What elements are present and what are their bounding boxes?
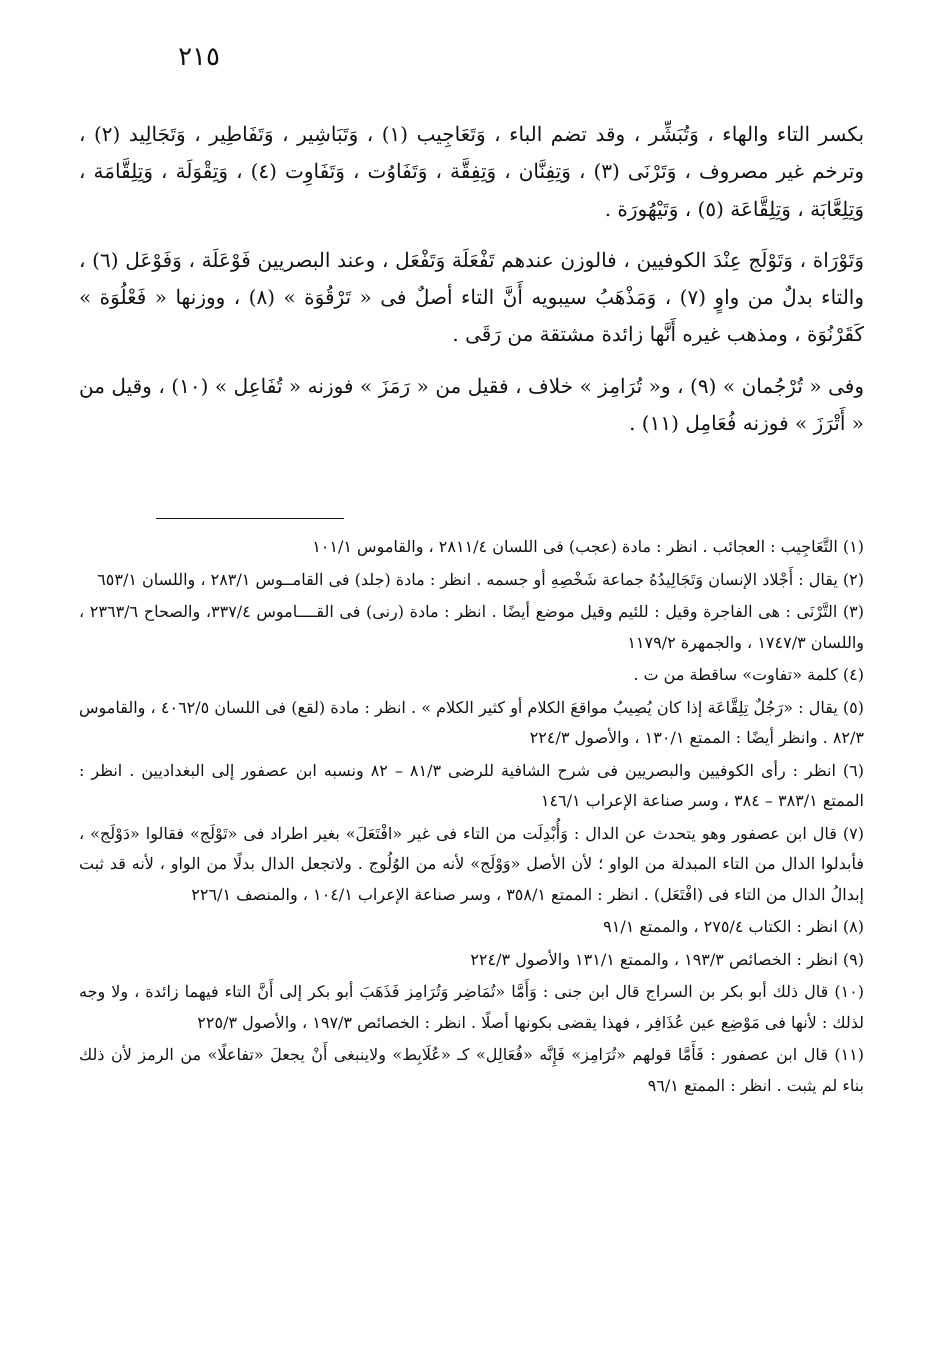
main-text	[79, 116, 864, 456]
main-paragraph: وفى « تُرْجُمان » (٩) ، و« تُرَامِز » خلاف ، فقيل من « رَمَزَ » فوزنه « تُفَاعِل » (١٠) ، وقيل من « أَتْرَزَ » فوزنه فُعَامِل (١١) .	[79, 373, 865, 436]
footnote: (٦) انظر : رأى الكوفيين والبصريين فى شرح الشافية للرضى ٨١/٣ – ٨٢ ونسبه ابن عصفور إلى البغداديين . انظر : الممتع ٣٨٣/١ – ٣٨٤ ، وسر صناعة الإعراب ١٤٦/١	[79, 760, 864, 810]
footnote: (٩) انظر : الخصائص ١٩٣/٣ ، والممتع ١٣١/١ والأصول ٢٢٤/٣	[470, 949, 864, 969]
footnote: (١٠) قال ذلك أبو بكر بن السراج قال ابن جنى : وَأَمَّا «تُمَاضِر وَتُرَامِز فَذَهَبَ أبو بكر إلى أَنَّ التاء فيهما زائدة ، ولا وجه لذلك : لأنها فى مَوْضِع عين عُذَافِر ، فهذا يقضى بكونها أصلًا . انظر : الخصائص ١٩٧/٣ ، والأصول ٢٢٥/٣	[79, 982, 864, 1032]
page-number: ٢١٥	[178, 42, 220, 72]
footnotes	[79, 532, 864, 1103]
footnote: (٨) انظر : الكتاب ٢٧٥/٤ ، والممتع ٩١/١	[603, 917, 864, 936]
footnote: (٥) يقال : «رَجُلٌ تِلِقَّاعَة إذا كان يُصِيبُ مواقعَ الكلام أو كثير الكلام » . انظر : مادة (لقع) فى اللسان ٤٠٦٢/٥ ، والقاموس ٨٢/٣ . وانظر أيضًا : الممتع ١٣٠/١ ، والأصول ٢٢٤/٣	[79, 697, 865, 747]
footnote: (٤) كلمة «تفاوت» ساقطة من ت .	[633, 665, 864, 684]
main-paragraph: وَتَوْرَاة ، وَتَوْلَج عِنْدَ الكوفيين ، فالوزن عندهم تَفْعَلَة وَتَفْعَل ، وعند البصريين فَوْعَلَة ، وَفَوْعَل (٦) ، والتاء بدلٌ من واوٍ (٧) ، وَمَذْهَبُ سيبويه أَنَّ التاء أصلٌ فى « تَرْقُوَة » (٨) ، ووزنها « فَعْلُوَة » كَقَرْنُوَة ، ومذهب غيره أَنَّها زائدة مشتقة من رَقَى .	[79, 247, 865, 347]
footnote: (٢) يقال : أَجْلاد الإنسان وَتَجَالِيدُهُ جماعة شَخْصِهِ أو جسمه . انظر : مادة (جلد) فى القامــوس ٢٨٣/١ ، واللسان ٦٥٣/١	[97, 569, 864, 589]
footnote-separator	[156, 518, 344, 519]
footnote: (١) التَّعَاجِيب : العجائب . انظر : مادة (عجب) فى اللسان ٢٨١١/٤ ، والقاموس ١٠١/١	[312, 537, 864, 556]
main-paragraph: بكسر التاء والهاء ، وَتُبَشِّر ، وقد تضم الباء ، وَتَعَاجِيب (١) ، وَتَبَاشِير ، وَتَفَاطِير ، وَتَجَالِيد (٢) ، وترخم غير مصروف ، وَتَرْنَى (٣) ، وَتِفِنَّان ، وَتِفِقَّة ، وَتَفَاوُت ، وَتَفَاوِت (٤) ، وَتِقْوَلَة ، وَتِلِقَّامَة ، وَتِلِعَّابَة ، وَتِلِقَّاعَة (٥) ، وَتَيْهُورَة .	[79, 122, 865, 221]
footnote: (٧) قال ابن عصفور وهو يتحدث عن الدال : وَأُبْدِلَت من التاء فى غير «افْتَعَلَ» بغير اطراد فى «تَوْلَج» فقالوا «دَوْلَج» ، فأبدلوا الدال من التاء المبدلة من الواو ؛ لأن الأصل «وَوْلَج» لأنه من الوُلُوج . ولاتجعل الدال بدلًا من الواو ، لأنه قد ثبت إبدالُ الدال من التاء فى (افْتَعَل) . انظر : الممتع ٣٥٨/١ ، وسر صناعة الإعراب ١٠٤/١ ، والمنصف ٢٢٦/١	[79, 823, 865, 904]
footnote: (١١) قال ابن عصفور : فَأَمَّا قولهم «تُرَامِز» فَإِنَّه «فُعَالِل» كـ «عُلَابِط» ولاينبغى أَنْ يجعلَ «تفاعلًا» من الرمز لأن ذلك بناء لم يثبت . انظر : الممتع ٩٦/١	[79, 1045, 865, 1095]
footnote: (٣) التَّرْنَى : هى الفاجرة وقيل : للئيم وقيل موضع أيضًا . انظر : مادة (رنى) فى القــــاموس ٣٣٧/٤، والصحاح ٢٣٦٣/٦ ، واللسان ١٧٤٧/٣ ، والجمهرة ١١٧٩/٢	[79, 602, 865, 652]
